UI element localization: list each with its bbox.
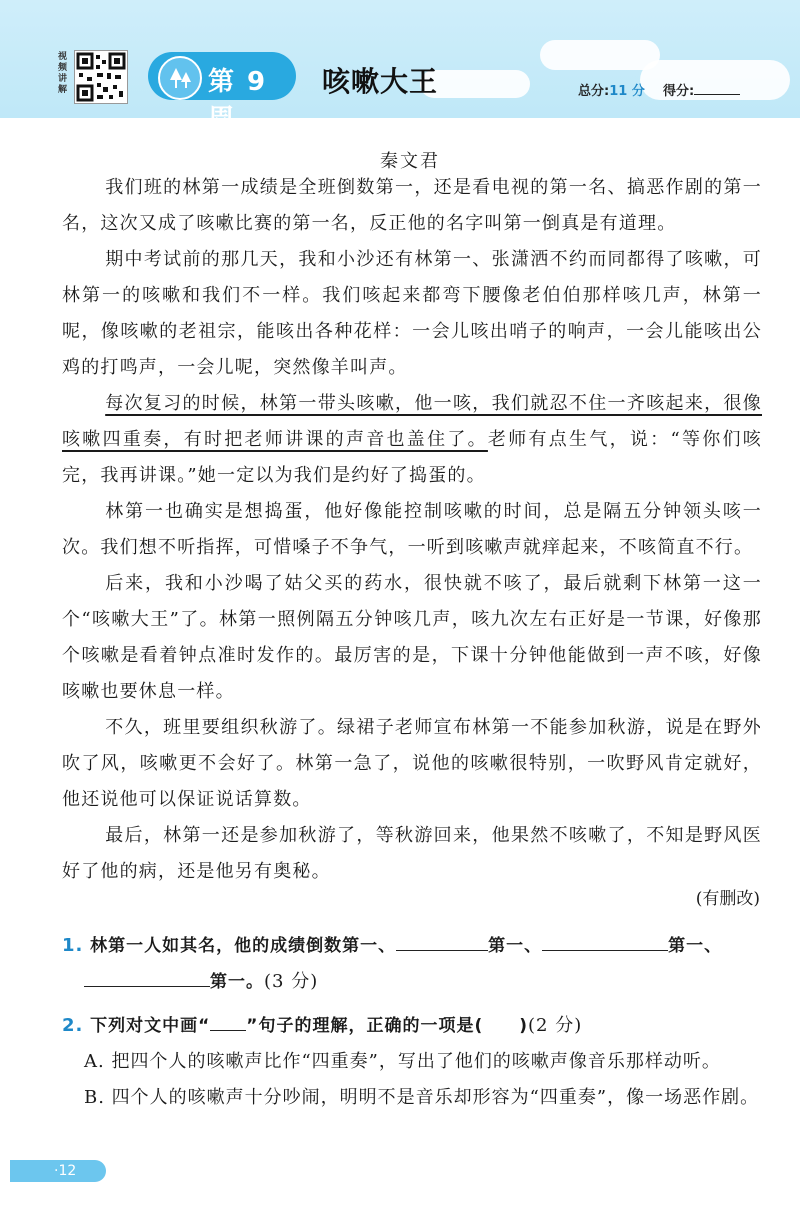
question-2 [62,1008,772,1044]
underlined-sentence: 每次复习的时候，林第一带头咳嗽，他一咳，我们就忍不住一齐咳起来，很像咳嗽四重奏，有时把老师讲课的声音也盖住了。 [62,393,762,450]
question-points: (2 分) [528,1015,583,1036]
question-text: 第一。 [210,972,264,992]
total-value: 11 分 [609,84,645,99]
question-text: ”句子的理解，正确的一项是( [246,1016,484,1036]
paragraph: 期中考试前的那几天，我和小沙还有林第一、张潇洒不约而同都得了咳嗽，可林第一的咳嗽和我们不一样。我们咳起来都弯下腰像老伯伯那样咳几声，林第一呢，像咳嗽的老祖宗，能咳出各种花样：一会儿咳出哨子的响声，一会儿能咳出公鸡的打鸣声，一会儿呢，突然像羊叫声。 [62,249,762,378]
option-a[interactable]: A. 把四个人的咳嗽声比作“四重奏”，写出了他们的咳嗽声像音乐那样动听。 [84,1051,721,1072]
question-text: 第一、 [668,936,723,956]
source-note: (有删改) [695,889,760,909]
page-header [0,0,800,134]
answer-blank[interactable] [396,930,488,951]
qr-label: 视频讲解 [58,52,68,95]
paragraph-rest: 老师有点生气，说：“等你们咳完，我再讲课。”她一定以为我们是约好了捣蛋的。 [62,429,762,486]
author: 秦文君 [380,151,440,172]
score-label: 得分: [662,84,695,99]
question-1 [62,928,772,1000]
score-box [578,80,740,99]
qr-code-icon[interactable] [74,50,128,104]
option-b[interactable]: B. 四个人的咳嗽声十分吵闹，明明不是音乐却形容为“四重奏”，像一场恶作剧。 [84,1087,760,1108]
question-points: (3 分) [264,971,319,992]
paragraph: 不久，班里要组织秋游了。绿裙子老师宣布林第一不能参加秋游，说是在野外吹了风，咳嗽更不会好了。林第一急了，说他的咳嗽很特别，一吹野风肯定就好，他还说他可以保证说话算数。 [62,717,762,810]
answer-blank[interactable] [542,930,668,951]
paragraph: 后来，我和小沙喝了姑父买的药水，很快就不咳了，最后就剩下林第一这一个“咳嗽大王”了。林第一照例隔五分钟咳几声，咳九次左右正好是一节课，好像那个咳嗽是看着钟点准时发作的。最厉害的是，下课十分钟他能做到一声不咳，好像咳嗽也要休息一样。 [62,573,762,702]
question-text: ) [519,1016,529,1036]
answer-blank[interactable] [84,966,210,987]
lesson-title: 咳嗽大王 [322,65,439,98]
total-label: 总分: [578,84,610,99]
question-number: 1. [62,935,84,956]
question-text: 林第一人如其名，他的成绩倒数第一、 [90,936,397,956]
cloud-decoration [540,40,660,70]
paragraph-underlined [62,386,762,494]
question-number: 2. [62,1015,84,1036]
week-badge [148,52,296,134]
page-number: ·12 [10,1160,106,1182]
question-text: 下列对文中画“ [90,1016,211,1036]
paragraph: 林第一也确实是想捣蛋，他好像能控制咳嗽的时间，总是隔五分钟领头咳一次。我们想不听指挥，可惜嗓子不争气，一听到咳嗽声就痒起来，不咳简直不行。 [62,501,762,558]
week-label: 第 9 周 [208,67,268,134]
question-text: 第一、 [488,936,543,956]
passage [62,170,762,890]
underline-sample [210,1010,246,1031]
paragraph: 最后，林第一还是参加秋游了，等秋游回来，他果然不咳嗽了，不知是野风医好了他的病，还是他另有奥秘。 [62,825,762,882]
tree-icon [158,56,202,100]
score-blank[interactable] [694,82,740,95]
paragraph: 我们班的林第一成绩是全班倒数第一，还是看电视的第一名、搞恶作剧的第一名，这次又成了咳嗽比赛的第一名，反正他的名字叫第一倒真是有道理。 [62,177,762,234]
